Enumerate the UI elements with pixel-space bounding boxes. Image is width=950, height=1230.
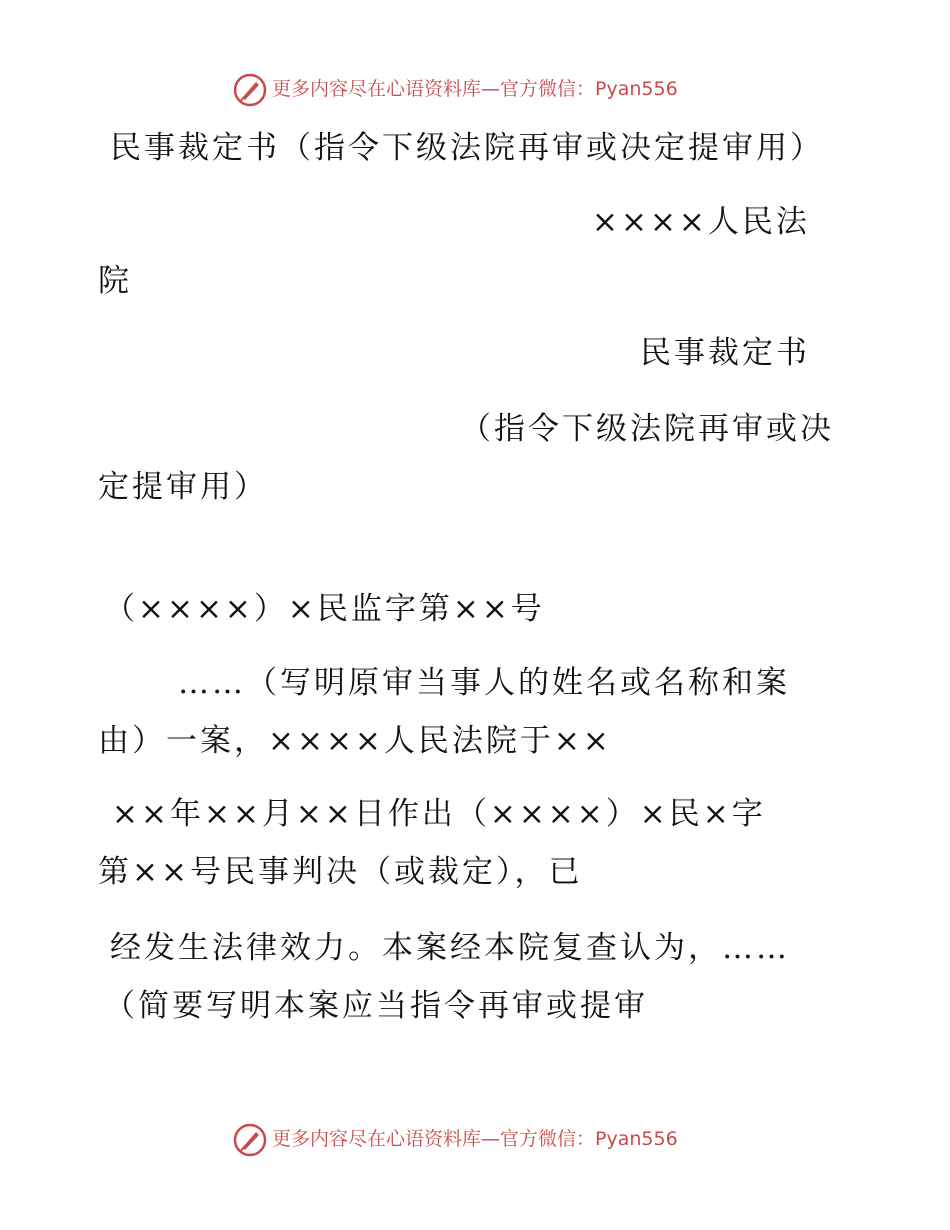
quill-pen-logo-icon <box>232 1122 268 1158</box>
body-paragraph-line: 由）一案，××××人民法院于×× <box>98 723 612 759</box>
case-number: （××××）×民监字第××号 <box>104 591 545 627</box>
quill-pen-logo-icon <box>232 72 268 108</box>
watermark-text: 更多内容尽在心语资料库—官方微信：Pyan556 <box>272 1128 678 1150</box>
body-paragraph-line: 第××号民事判决（或裁定），已 <box>98 854 583 890</box>
body-paragraph-line: 经发生法律效力。本案经本院复查认为，…… <box>110 930 790 966</box>
document-title: 民事裁定书 <box>640 335 810 371</box>
watermark-banner-top <box>0 70 950 110</box>
court-name-line-1: ××××人民法 <box>592 204 810 240</box>
document-subtitle-line-1: （指令下级法院再审或决 <box>460 411 834 447</box>
document-heading: 民事裁定书（指令下级法院再审或决定提审用） <box>110 130 824 166</box>
body-paragraph-line: ××年××月××日作出（××××）×民×字 <box>112 796 766 832</box>
watermark-banner-bottom <box>0 1120 950 1160</box>
court-name-line-2: 院 <box>98 263 132 299</box>
body-paragraph-line: ……（写明原审当事人的姓名或名称和案 <box>178 665 790 701</box>
watermark-text: 更多内容尽在心语资料库—官方微信：Pyan556 <box>272 78 678 100</box>
document-subtitle-line-2: 定提审用） <box>98 469 268 505</box>
body-paragraph-line: （简要写明本案应当指令再审或提审 <box>104 988 648 1024</box>
